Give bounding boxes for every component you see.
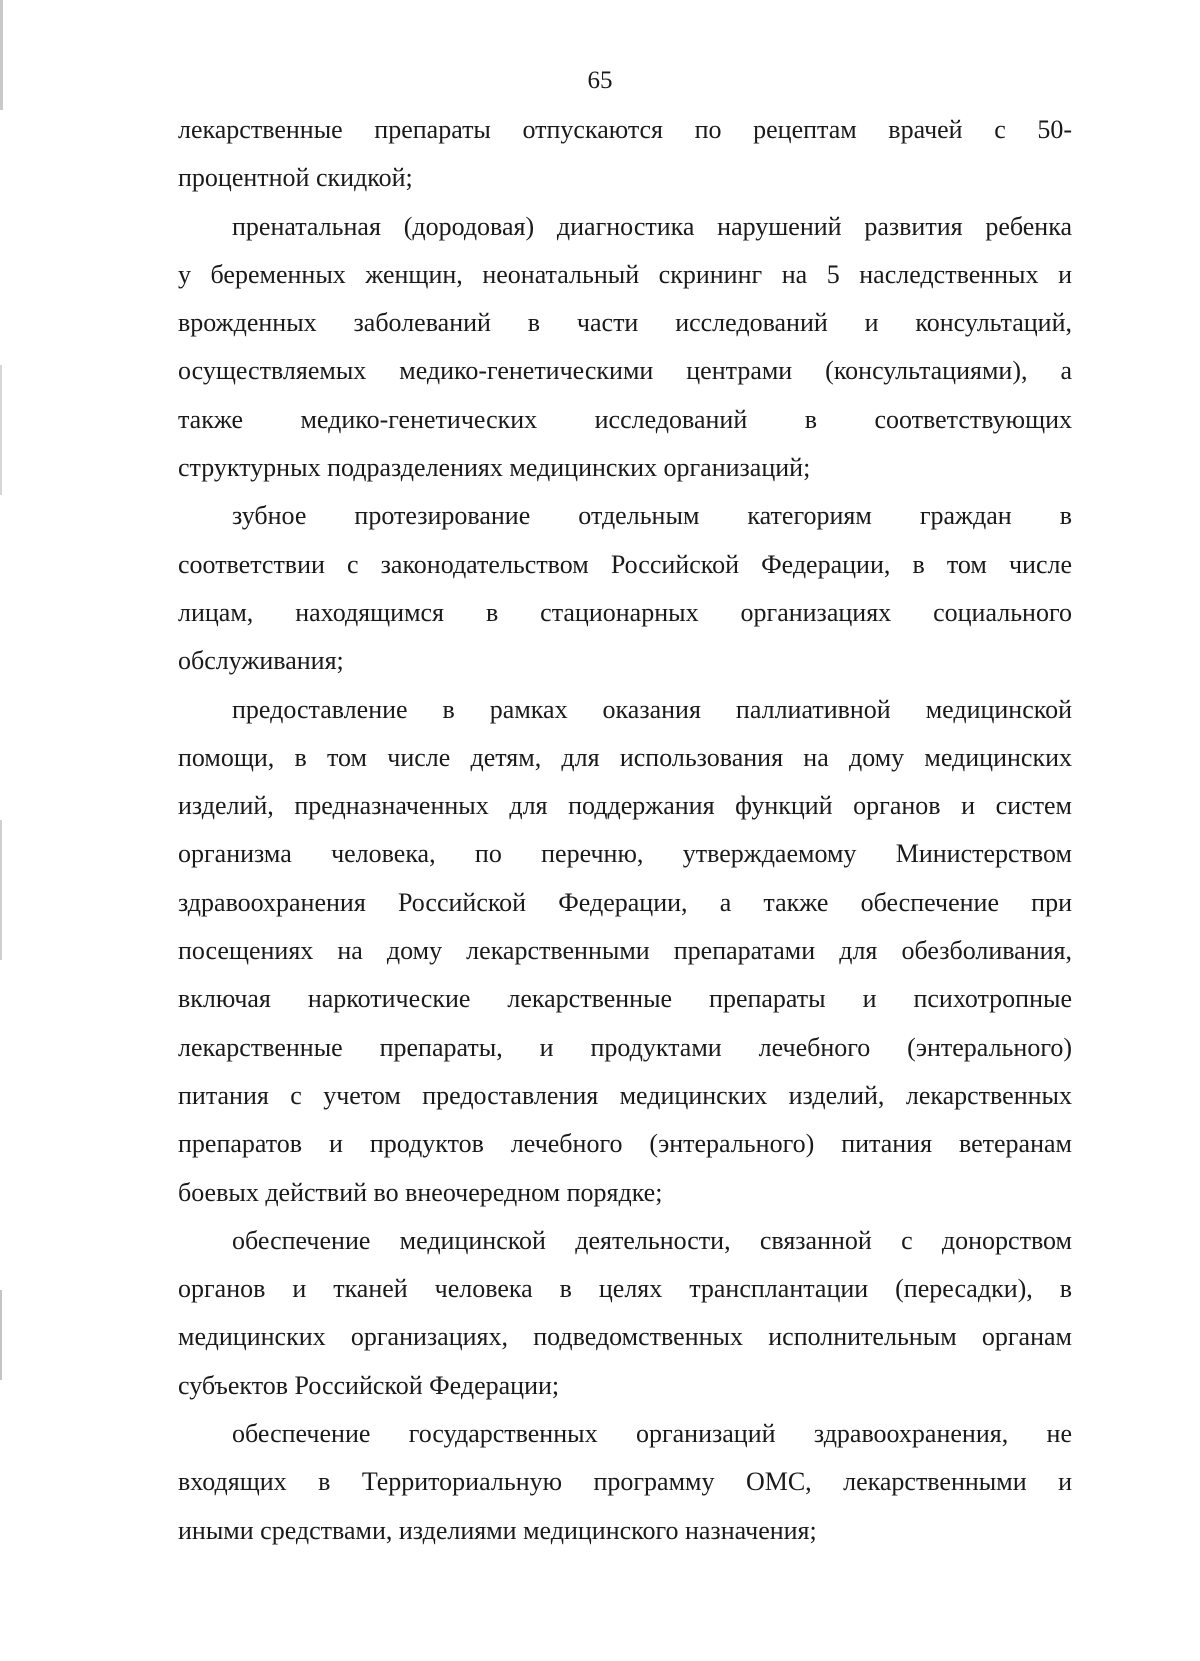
- text-line: изделий, предназначенных для поддержания функций органов и систем: [178, 791, 1072, 821]
- text-line: входящих в Территориальную программу ОМС, лекарственными и: [178, 1467, 1072, 1497]
- text-line: у беременных женщин, неонатальный скрининг на 5 наследственных и: [178, 259, 1072, 289]
- paragraph-5: [178, 1217, 1072, 1410]
- text-line: иными средствами, изделиями медицинского назначения;: [178, 1515, 817, 1545]
- text-line: соответствии с законодательством Российской Федерации, в том числе: [178, 549, 1072, 579]
- scan-edge-mark: [0, 820, 2, 960]
- text-line: осуществляемых медико-генетическими центрами (консультациями), а: [178, 356, 1072, 386]
- text-line: лекарственные препараты, и продуктами лечебного (энтерального): [178, 1032, 1072, 1062]
- text-line: организма человека, по перечню, утверждаемому Министерством: [178, 839, 1072, 869]
- text-line: обеспечение государственных организаций здравоохранения, не: [232, 1419, 1072, 1449]
- text-line: посещениях на дому лекарственными препаратами для обезболивания,: [178, 936, 1072, 966]
- paragraph-6: [178, 1410, 1072, 1555]
- text-line: включая наркотические лекарственные препараты и психотропные: [178, 984, 1072, 1014]
- text-line: обслуживания;: [178, 646, 344, 676]
- text-line: врожденных заболеваний в части исследований и консультаций,: [178, 308, 1072, 338]
- text-line: помощи, в том числе детям, для использования на дому медицинских: [178, 742, 1072, 772]
- paragraph-3: [178, 492, 1072, 685]
- text-line: предоставление в рамках оказания паллиативной медицинской: [232, 694, 1072, 724]
- text-line: лекарственные препараты отпускаются по рецептам врачей с 50-: [178, 115, 1072, 144]
- text-line: структурных подразделениях медицинских организаций;: [178, 453, 811, 483]
- text-line: лицам, находящимся в стационарных организациях социального: [178, 597, 1072, 627]
- text-line: питания с учетом предоставления медицинских изделий, лекарственных: [178, 1080, 1072, 1110]
- paragraph-1: [178, 106, 1072, 203]
- paragraph-2: [178, 203, 1072, 493]
- text-line: органов и тканей человека в целях трансплантации (пересадки), в: [178, 1274, 1072, 1304]
- text-line: также медико-генетических исследований в соответствующих: [178, 404, 1072, 434]
- text-line: субъектов Российской Федерации;: [178, 1370, 560, 1400]
- scan-edge-mark: [0, 365, 2, 495]
- scan-edge-mark: [0, 1290, 2, 1380]
- text-line: здравоохранения Российской Федерации, а также обеспечение при: [178, 887, 1072, 917]
- paragraph-4: [178, 686, 1072, 1217]
- text-line: зубное протезирование отдельным категориям граждан в: [232, 501, 1072, 531]
- text-line: медицинских организациях, подведомственных исполнительным органам: [178, 1322, 1072, 1352]
- text-line: боевых действий во внеочередном порядке;: [178, 1177, 663, 1207]
- text-line: обеспечение медицинской деятельности, связанной с донорством: [232, 1225, 1072, 1255]
- text-line: пренатальная (дородовая) диагностика нарушений развития ребенка: [232, 211, 1072, 241]
- page-number: 65: [587, 67, 613, 94]
- text-line: препаратов и продуктов лечебного (энтерального) питания ветеранам: [178, 1129, 1072, 1159]
- document-body: [178, 106, 1072, 1555]
- text-line: процентной скидкой;: [178, 163, 413, 193]
